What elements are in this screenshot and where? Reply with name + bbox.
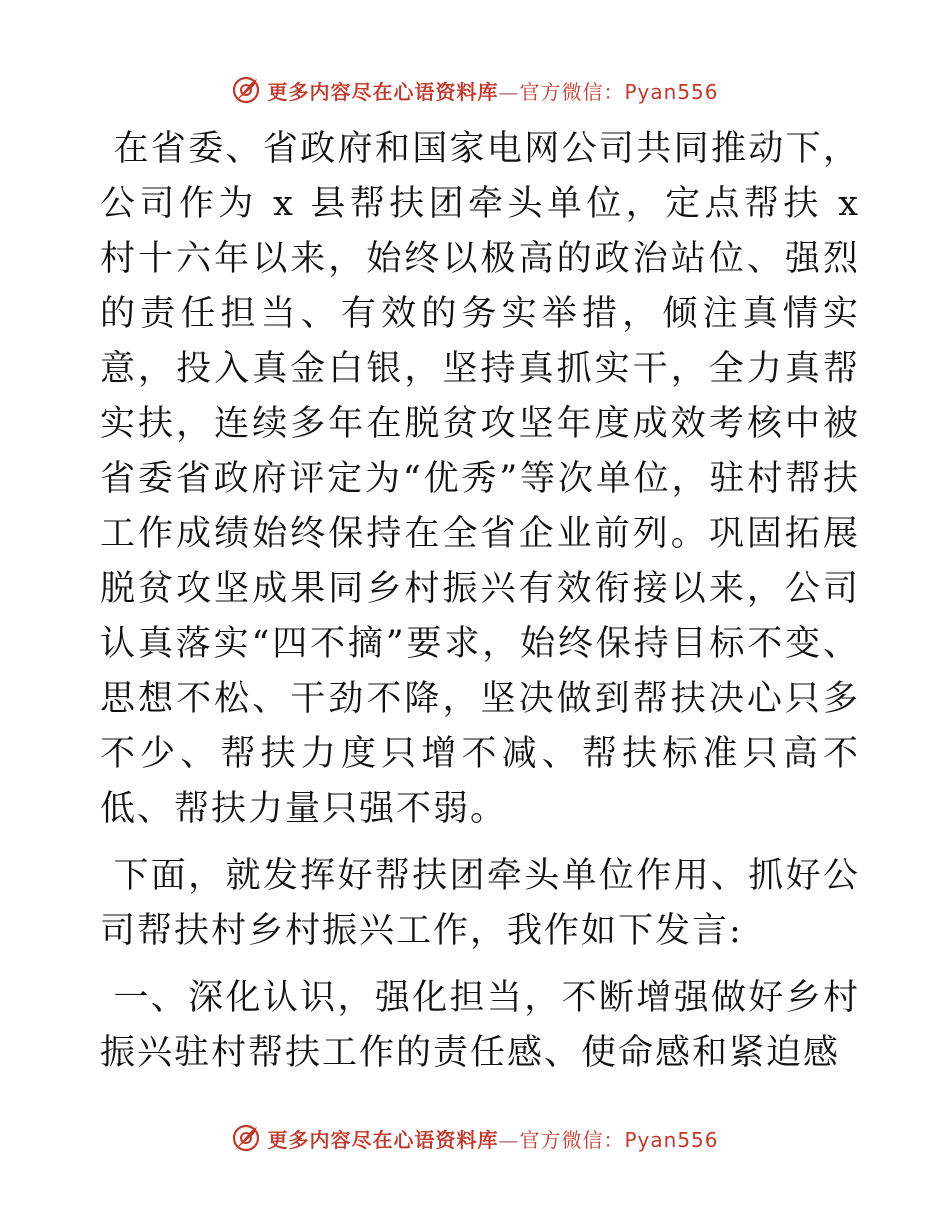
watermark-dash: — bbox=[498, 79, 520, 104]
watermark-site-name: 更多内容尽在心语资料库 bbox=[267, 79, 499, 104]
footer-watermark bbox=[0, 1118, 950, 1158]
watermark-wechat-label: 官方微信： bbox=[519, 1127, 625, 1152]
paragraph-intro: 在省委、省政府和国家电网公司共同推动下，公司作为 x 县帮扶团牵头单位，定点帮扶 x 村十六年以来，始终以极高的政治站位、强烈的责任担当、有效的务实举措，倾注真情实意，投入真金白银，坚持真抓实干，全力真帮实扶，连续多年在脱贫攻坚年度成效考核中被省委省政府评定为“优秀”等次单位，驻村帮扶工作成绩始终保持在全省企业前列。巩固拓展脱贫攻坚成果同乡村振兴有效衔接以来，公司认真落实“四不摘”要求，始终保持目标不变、思想不松、干劲不降，坚决做到帮扶决心只多不少、帮扶力度只增不减、帮扶标准只高不低、帮扶力量只强不弱。 bbox=[100, 129, 874, 829]
watermark-dash: — bbox=[498, 1127, 520, 1152]
watermark-site-name: 更多内容尽在心语资料库 bbox=[267, 1127, 499, 1152]
watermark-wechat-label: 官方微信： bbox=[519, 79, 625, 104]
paragraph-transition: 下面，就发挥好帮扶团牵头单位作用、抓好公司帮扶村乡村振兴工作，我作如下发言: bbox=[100, 856, 860, 951]
watermark-wechat-id: Pyan556 bbox=[624, 79, 719, 104]
header-watermark bbox=[0, 70, 950, 110]
quill-logo-icon bbox=[231, 1123, 261, 1153]
section-heading-one: 一、深化认识，强化担当，不断增强做好乡村振兴驻村帮扶工作的责任感、使命感和紧迫感 bbox=[100, 978, 860, 1073]
quill-logo-icon bbox=[231, 75, 261, 105]
watermark-wechat-id: Pyan556 bbox=[624, 1127, 719, 1152]
document-body bbox=[100, 122, 874, 1081]
